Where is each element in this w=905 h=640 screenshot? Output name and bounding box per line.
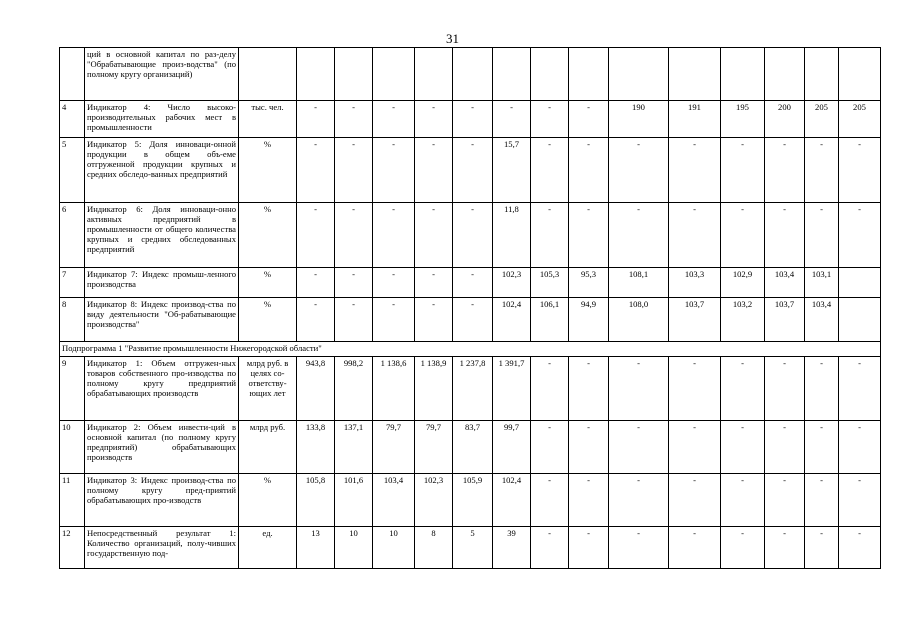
value-cell: 94,9: [569, 298, 609, 342]
value-cell: -: [373, 138, 415, 203]
row-number: 8: [60, 298, 85, 342]
unit-cell: %: [239, 138, 297, 203]
value-cell: -: [569, 138, 609, 203]
value-cell: 8: [415, 527, 453, 569]
value-cell: -: [839, 357, 881, 421]
table-row: [60, 357, 881, 421]
value-cell: [721, 48, 765, 101]
value-cell: -: [765, 203, 805, 268]
value-cell: 106,1: [531, 298, 569, 342]
value-cell: -: [669, 474, 721, 527]
value-cell: 79,7: [373, 421, 415, 474]
value-cell: -: [805, 527, 839, 569]
value-cell: -: [569, 474, 609, 527]
value-cell: 10: [373, 527, 415, 569]
unit-cell: %: [239, 474, 297, 527]
value-cell: 99,7: [493, 421, 531, 474]
value-cell: 103,7: [765, 298, 805, 342]
value-cell: 1 138,9: [415, 357, 453, 421]
value-cell: [609, 48, 669, 101]
subprogram-title: Подпрограмма 1 "Развитие промышленности Нижегородской области": [60, 342, 881, 357]
value-cell: 191: [669, 101, 721, 138]
value-cell: 1 138,6: [373, 357, 415, 421]
unit-cell: %: [239, 203, 297, 268]
value-cell: -: [839, 203, 881, 268]
value-cell: 1 391,7: [493, 357, 531, 421]
unit-cell: [239, 48, 297, 101]
value-cell: 943,8: [297, 357, 335, 421]
table-row: [60, 474, 881, 527]
value-cell: 200: [765, 101, 805, 138]
value-cell: 103,1: [805, 268, 839, 298]
value-cell: 103,2: [721, 298, 765, 342]
table-row: [60, 298, 881, 342]
value-cell: -: [721, 357, 765, 421]
value-cell: -: [609, 421, 669, 474]
value-cell: 998,2: [335, 357, 373, 421]
table-row: [60, 101, 881, 138]
value-cell: -: [415, 268, 453, 298]
unit-cell: %: [239, 298, 297, 342]
value-cell: -: [805, 138, 839, 203]
value-cell: -: [839, 138, 881, 203]
value-cell: 11,8: [493, 203, 531, 268]
value-cell: [805, 48, 839, 101]
value-cell: -: [297, 101, 335, 138]
value-cell: -: [531, 527, 569, 569]
value-cell: [297, 48, 335, 101]
value-cell: -: [373, 298, 415, 342]
value-cell: 103,4: [765, 268, 805, 298]
value-cell: -: [609, 203, 669, 268]
row-number: 12: [60, 527, 85, 569]
value-cell: 102,3: [415, 474, 453, 527]
value-cell: -: [335, 298, 373, 342]
value-cell: -: [531, 357, 569, 421]
value-cell: [765, 48, 805, 101]
value-cell: [531, 48, 569, 101]
value-cell: -: [609, 138, 669, 203]
row-number: 5: [60, 138, 85, 203]
unit-cell: %: [239, 268, 297, 298]
value-cell: -: [373, 101, 415, 138]
value-cell: -: [569, 101, 609, 138]
value-cell: 205: [839, 101, 881, 138]
value-cell: -: [805, 357, 839, 421]
row-number: 6: [60, 203, 85, 268]
value-cell: 1 237,8: [453, 357, 493, 421]
value-cell: 13: [297, 527, 335, 569]
indicator-description: Индикатор 7: Индекс промыш-ленного производства: [85, 268, 239, 298]
value-cell: -: [609, 527, 669, 569]
value-cell: [335, 48, 373, 101]
value-cell: [493, 48, 531, 101]
indicator-description: Индикатор 8: Индекс производ-ства по виду деятельности "Об-рабатывающие производства": [85, 298, 239, 342]
table-row: [60, 268, 881, 298]
value-cell: -: [531, 421, 569, 474]
value-cell: -: [669, 203, 721, 268]
value-cell: -: [335, 101, 373, 138]
value-cell: -: [569, 203, 609, 268]
value-cell: -: [839, 527, 881, 569]
value-cell: -: [415, 138, 453, 203]
value-cell: -: [839, 474, 881, 527]
table-row: [60, 527, 881, 569]
row-number: 4: [60, 101, 85, 138]
unit-cell: тыс. чел.: [239, 101, 297, 138]
value-cell: -: [373, 203, 415, 268]
value-cell: -: [373, 268, 415, 298]
value-cell: 102,9: [721, 268, 765, 298]
value-cell: [839, 268, 881, 298]
value-cell: -: [335, 268, 373, 298]
value-cell: -: [765, 474, 805, 527]
value-cell: -: [531, 138, 569, 203]
value-cell: 5: [453, 527, 493, 569]
value-cell: -: [609, 357, 669, 421]
value-cell: -: [493, 101, 531, 138]
value-cell: -: [669, 527, 721, 569]
value-cell: -: [609, 474, 669, 527]
row-number: [60, 48, 85, 101]
value-cell: [373, 48, 415, 101]
value-cell: -: [765, 527, 805, 569]
value-cell: -: [453, 203, 493, 268]
value-cell: -: [569, 421, 609, 474]
value-cell: 101,6: [335, 474, 373, 527]
indicator-description: ций в основной капитал по раз-делу "Обрабатывающие произ-водства" (по полному кругу организаций): [85, 48, 239, 101]
value-cell: 108,0: [609, 298, 669, 342]
value-cell: -: [335, 203, 373, 268]
value-cell: [415, 48, 453, 101]
value-cell: [453, 48, 493, 101]
value-cell: 102,3: [493, 268, 531, 298]
value-cell: 105,8: [297, 474, 335, 527]
value-cell: [569, 48, 609, 101]
value-cell: -: [415, 101, 453, 138]
value-cell: 79,7: [415, 421, 453, 474]
value-cell: -: [569, 357, 609, 421]
value-cell: 105,9: [453, 474, 493, 527]
value-cell: -: [297, 203, 335, 268]
value-cell: -: [721, 527, 765, 569]
value-cell: 137,1: [335, 421, 373, 474]
value-cell: -: [805, 474, 839, 527]
value-cell: -: [721, 421, 765, 474]
value-cell: -: [453, 138, 493, 203]
value-cell: 102,4: [493, 474, 531, 527]
value-cell: -: [297, 138, 335, 203]
value-cell: -: [453, 101, 493, 138]
value-cell: -: [335, 138, 373, 203]
unit-cell: млрд руб.: [239, 421, 297, 474]
value-cell: 10: [335, 527, 373, 569]
value-cell: -: [765, 421, 805, 474]
indicators-table: [59, 47, 881, 569]
value-cell: -: [805, 203, 839, 268]
value-cell: -: [805, 421, 839, 474]
value-cell: -: [569, 527, 609, 569]
value-cell: 105,3: [531, 268, 569, 298]
value-cell: 39: [493, 527, 531, 569]
value-cell: -: [839, 421, 881, 474]
table-row: [60, 421, 881, 474]
indicator-description: Индикатор 5: Доля инноваци-онной продукции в общем объ-еме отгруженной продукции крупных и средних обследо-ванных предприятий: [85, 138, 239, 203]
indicator-description: Индикатор 6: Доля инноваци-онно активных предприятий в промышленности от общего количества крупных и средних обследованных предприятий: [85, 203, 239, 268]
value-cell: -: [531, 101, 569, 138]
value-cell: 83,7: [453, 421, 493, 474]
value-cell: -: [765, 138, 805, 203]
indicator-description: Непосредственный результат 1: Количество организаций, полу-чивших государственную под-: [85, 527, 239, 569]
value-cell: -: [721, 474, 765, 527]
value-cell: -: [531, 474, 569, 527]
value-cell: -: [297, 298, 335, 342]
value-cell: [669, 48, 721, 101]
value-cell: -: [531, 203, 569, 268]
value-cell: -: [453, 298, 493, 342]
indicator-description: Индикатор 3: Индекс производ-ства по полному кругу пред-приятий обрабатывающих про-изводств: [85, 474, 239, 527]
value-cell: -: [669, 138, 721, 203]
value-cell: -: [415, 203, 453, 268]
value-cell: 15,7: [493, 138, 531, 203]
row-number: 10: [60, 421, 85, 474]
value-cell: 108,1: [609, 268, 669, 298]
value-cell: 103,7: [669, 298, 721, 342]
page-number: 31: [446, 31, 459, 46]
value-cell: -: [415, 298, 453, 342]
indicator-description: Индикатор 2: Объем инвести-ций в основной капитал (по полному кругу предприятий) обрабатывающих производств: [85, 421, 239, 474]
value-cell: 103,3: [669, 268, 721, 298]
row-number: 11: [60, 474, 85, 527]
unit-cell: млрд руб. в целях со-ответству-ющих лет: [239, 357, 297, 421]
row-number: 7: [60, 268, 85, 298]
value-cell: -: [765, 357, 805, 421]
value-cell: 205: [805, 101, 839, 138]
value-cell: -: [669, 421, 721, 474]
value-cell: 103,4: [805, 298, 839, 342]
row-number: 9: [60, 357, 85, 421]
value-cell: -: [453, 268, 493, 298]
value-cell: -: [297, 268, 335, 298]
value-cell: 102,4: [493, 298, 531, 342]
value-cell: 195: [721, 101, 765, 138]
value-cell: 95,3: [569, 268, 609, 298]
indicator-description: Индикатор 1: Объем отгружен-ных товаров собственного про-изводства по полному кругу предприятий обрабатывающих производств: [85, 357, 239, 421]
table-row: [60, 138, 881, 203]
value-cell: [839, 298, 881, 342]
subprogram-header-row: [60, 342, 881, 357]
value-cell: 133,8: [297, 421, 335, 474]
table-row: [60, 203, 881, 268]
value-cell: 190: [609, 101, 669, 138]
value-cell: [839, 48, 881, 101]
value-cell: -: [721, 203, 765, 268]
table-row: [60, 48, 881, 101]
value-cell: 103,4: [373, 474, 415, 527]
indicator-description: Индикатор 4: Число высоко-производительных рабочих мест в промышленности: [85, 101, 239, 138]
unit-cell: ед.: [239, 527, 297, 569]
value-cell: -: [669, 357, 721, 421]
value-cell: -: [721, 138, 765, 203]
